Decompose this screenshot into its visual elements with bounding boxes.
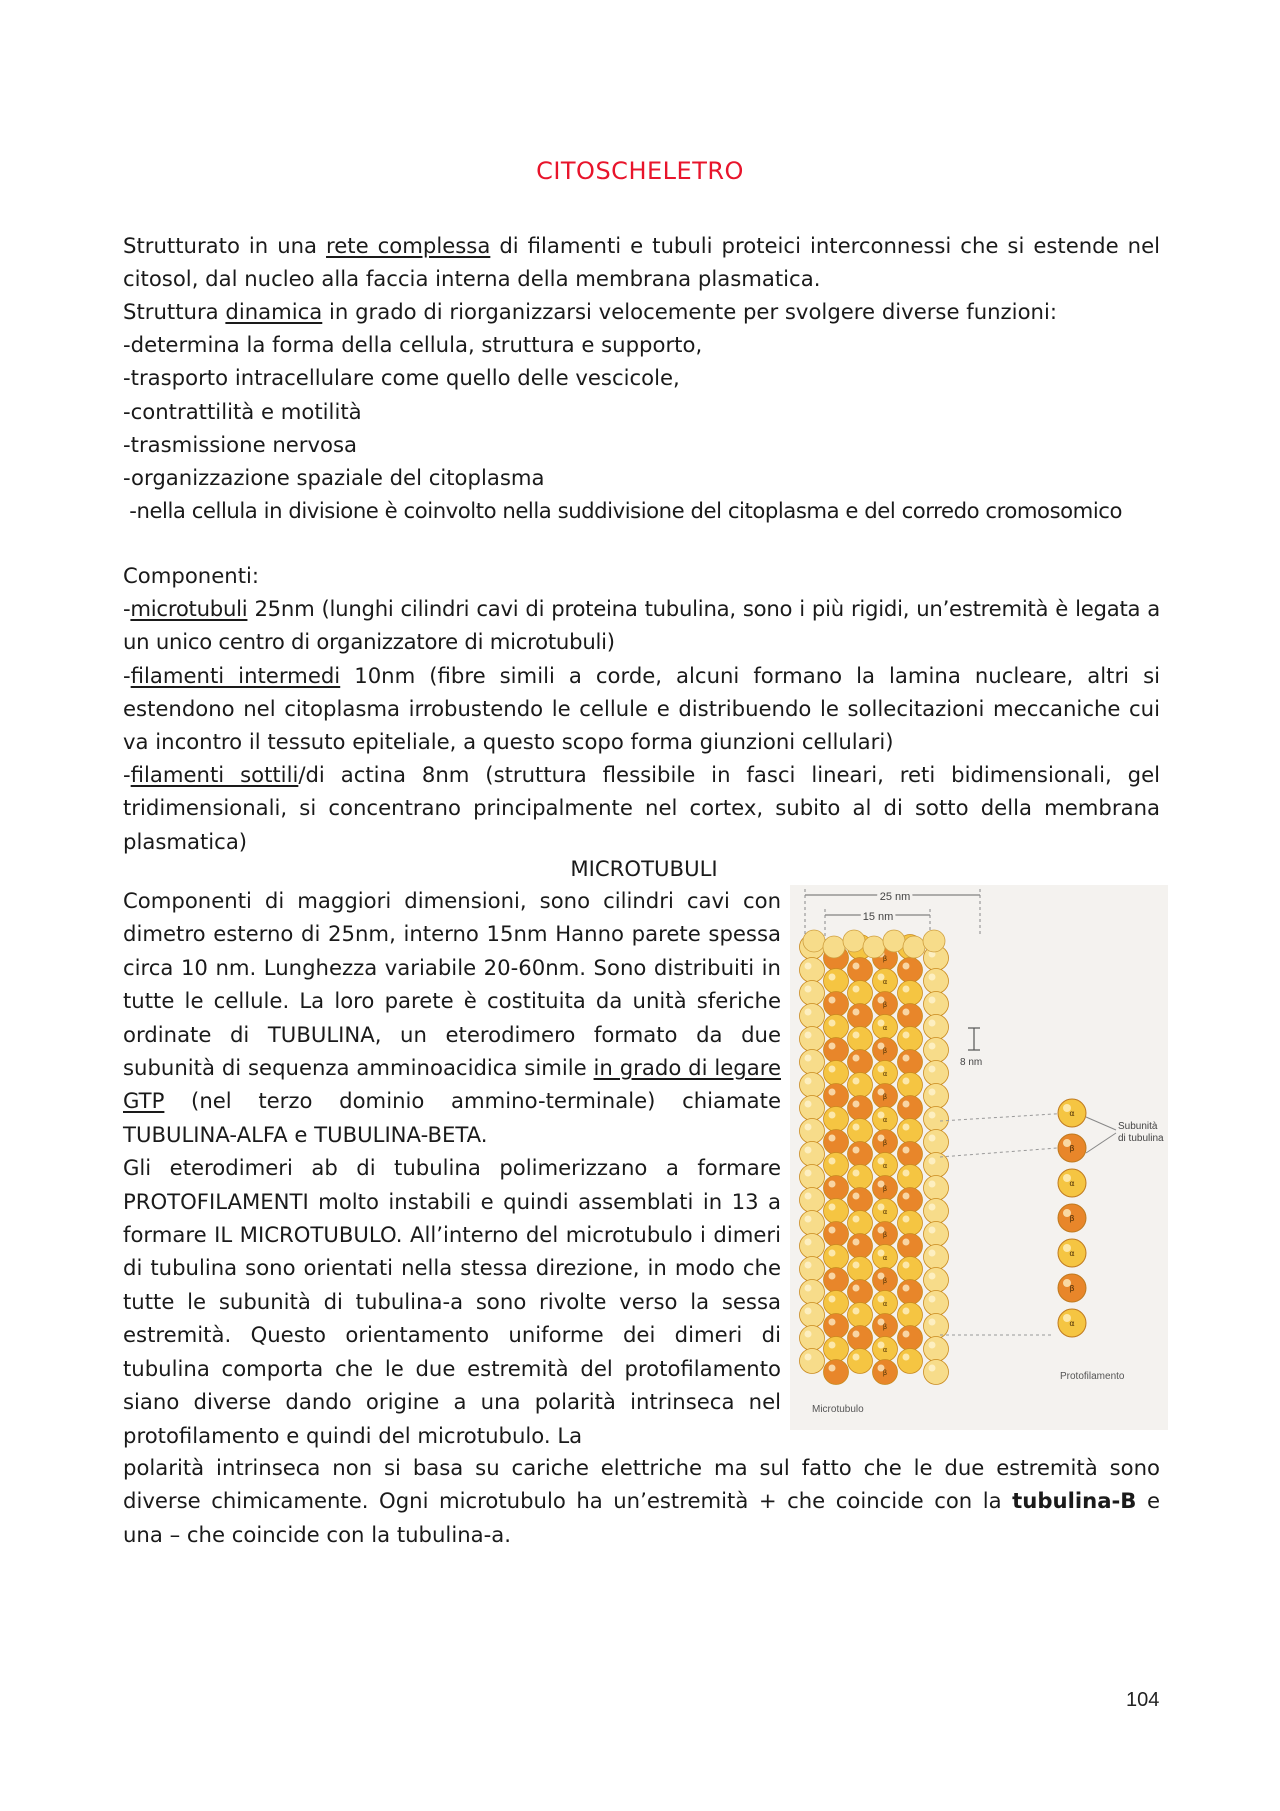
section-heading-microtubuli: MICROTUBULI — [570, 856, 718, 881]
tubulin-subunit — [824, 1176, 849, 1201]
beta-tubulin — [1058, 1204, 1086, 1232]
label-8nm: 8 nm — [960, 1057, 983, 1068]
text-span: - — [123, 762, 131, 788]
tubulin-subunit — [873, 1107, 898, 1132]
tubulin-subunit — [924, 1268, 949, 1293]
tubulin-subunit — [800, 1303, 825, 1328]
tubulin-subunit — [873, 1222, 898, 1247]
tubulin-subunit — [924, 969, 949, 994]
tubulin-subunit — [924, 1245, 949, 1270]
subunit-letter: α — [882, 1162, 888, 1170]
tubulin-subunit — [873, 1061, 898, 1086]
tubulin-subunit — [824, 1084, 849, 1109]
tubulin-subunit — [824, 1061, 849, 1086]
tubulin-subunit — [848, 1349, 873, 1374]
tubulin-subunit — [898, 1326, 923, 1351]
text-span: - — [123, 596, 131, 622]
tubulin-subunit — [800, 1326, 825, 1351]
tubulin-subunit — [898, 1073, 923, 1098]
tubulin-subunit — [824, 1199, 849, 1224]
tubulin-subunit — [848, 1165, 873, 1190]
tubulin-subunit — [848, 1326, 873, 1351]
tubulin-subunit — [800, 1211, 825, 1236]
subunit-letter: α — [1069, 1249, 1075, 1258]
text-span: Strutturato in una — [123, 233, 327, 258]
tubulin-subunit — [824, 969, 849, 994]
subunit-letter: α — [882, 1116, 888, 1124]
tubulin-subunit — [848, 1280, 873, 1305]
underlined-term: in grado di legare GTP — [123, 1055, 781, 1114]
beta-tubulin — [1058, 1134, 1086, 1162]
microtubule-figure — [790, 885, 1168, 1430]
subunit-letter: β — [882, 1277, 888, 1285]
alpha-tubulin — [1058, 1169, 1086, 1197]
tubulin-subunit — [800, 1050, 825, 1075]
text-span: Componenti di maggiori dimensioni, sono cilindri cavi con dimetro esterno di 25nm, interno 15nm Hanno parete spessa circa 10 nm. Lunghezza variabile 20-60nm. Sono distribuiti in tutte le cellule. La loro parete è costituita da unità sferiche ordinate di TUBULINA, un eterodimero formato da due subunità di sequenza amminoacidica simile — [123, 888, 781, 1081]
tubulin-subunit — [924, 992, 949, 1017]
tubulin-subunit — [873, 1360, 898, 1385]
subunit-letter: α — [882, 1300, 888, 1308]
components-heading: Componenti: — [123, 563, 260, 588]
tubulin-subunit — [873, 1314, 898, 1339]
tubulin-subunit — [898, 1142, 923, 1167]
subunit-letter: β — [882, 1231, 888, 1239]
tubulin-subunit — [800, 1188, 825, 1213]
tubulin-subunit — [873, 1268, 898, 1293]
components-section — [123, 559, 1160, 858]
tubulin-subunit — [923, 930, 945, 952]
tubulin-subunit — [873, 1038, 898, 1063]
tubulin-subunit — [848, 1303, 873, 1328]
subunit-letter: α — [882, 1024, 888, 1032]
tubulin-subunit — [873, 1130, 898, 1155]
tubulin-subunit — [903, 936, 925, 958]
tubulin-subunit — [824, 1015, 849, 1040]
underlined-term: filamenti sottili — [130, 762, 299, 788]
subunit-letter: β — [1069, 1144, 1075, 1153]
tubulin-subunit — [848, 1096, 873, 1121]
subunit-letter: β — [882, 1185, 888, 1193]
tubulin-subunit — [898, 1165, 923, 1190]
function-item: -trasmissione nervosa — [123, 431, 358, 457]
label-protofilamento: Protofilamento — [1060, 1371, 1125, 1382]
tubulin-subunit — [898, 1188, 923, 1213]
tubulin-subunit — [800, 1004, 825, 1029]
tubulin-subunit — [800, 981, 825, 1006]
tubulin-subunit — [898, 1280, 923, 1305]
tubulin-subunit — [924, 1337, 949, 1362]
tubulin-subunit — [898, 958, 923, 983]
tubulin-subunit — [848, 1004, 873, 1029]
tubulin-subunit — [824, 1107, 849, 1132]
function-item: -nella cellula in divisione è coinvolto nella suddivisione del citoplasma e del corredo cromosomico — [123, 498, 1123, 524]
tubulin-subunit — [898, 1004, 923, 1029]
tubulin-subunit — [800, 1096, 825, 1121]
subunit-letter: α — [882, 1208, 888, 1216]
microtubuli-paragraph-2: Gli eterodimeri ab di tubulina polimerizzano a formare PROTOFILAMENTI molto instabili e quindi assemblati in 13 a formare IL MICROTUBULO. All’interno del microtubulo i dimeri di tubulina sono orientati nella stessa direzione, in modo che tutte le subunità di tubulina-a sono rivolte verso la sessa estremità. Questo orientamento uniforme dei dimeri di tubulina comporta che le due estremità del protofilamento siano diverse dando origine a una polarità intrinseca nel protofilamento e quindi del microtubulo. La — [123, 1155, 781, 1448]
tubulin-subunit — [800, 1349, 825, 1374]
label-microtubulo: Microtubulo — [812, 1404, 864, 1415]
tubulin-subunit — [800, 1073, 825, 1098]
tubulin-subunit — [800, 1142, 825, 1167]
label-di-tubulina: di tubulina — [1118, 1133, 1164, 1144]
tubulin-subunit — [873, 1153, 898, 1178]
text-span: 25nm (lunghi cilindri cavi di proteina tubulina, sono i più rigidi, un’estremità è legata a un unico centro di organizzatore di microtubuli) — [123, 596, 1160, 655]
subunit-letter: α — [882, 1346, 888, 1354]
tubulin-subunit — [898, 1349, 923, 1374]
text-span: - — [123, 662, 131, 688]
tubulin-subunit — [924, 1084, 949, 1109]
component-filamenti-sottili — [123, 758, 1160, 858]
text-span: 10nm (fibre simili a corde, alcuni formano la lamina nucleare, altri si estendono nel citoplasma irrobustendo le cellule e distribuendo le sollecitazioni meccaniche cui va incontro il tessuto epiteliale, a questo scopo forma giunzioni cellulari) — [123, 662, 1160, 755]
tubulin-subunit — [824, 1245, 849, 1270]
page-number: 104 — [1126, 1689, 1160, 1711]
tubulin-subunit — [823, 936, 845, 958]
tubulin-subunit — [824, 1268, 849, 1293]
tubulin-subunit — [848, 981, 873, 1006]
subunit-letter: α — [1069, 1109, 1075, 1118]
text-span: /di actina 8nm (struttura flessibile in fasci lineari, reti bidimensionali, gel tridimensionali, si concentrano principalmente nel cortex, subito al di sotto della membrana plasmatica) — [123, 762, 1160, 854]
tubulin-subunit — [824, 1291, 849, 1316]
tubulin-subunit — [848, 1234, 873, 1259]
tubulin-subunit — [800, 1280, 825, 1305]
underlined-term: dinamica — [225, 299, 323, 324]
tubulin-subunit — [800, 1027, 825, 1052]
tubulin-subunit — [924, 1291, 949, 1316]
tubulin-subunit — [898, 1234, 923, 1259]
intro-paragraph-1 — [123, 229, 1160, 295]
underlined-term: microtubuli — [130, 596, 248, 622]
tubulin-subunit — [873, 1245, 898, 1270]
tubulin-subunit — [848, 1188, 873, 1213]
tubulin-subunit — [898, 1119, 923, 1144]
tubulin-subunit — [924, 1130, 949, 1155]
tubulin-subunit — [873, 1176, 898, 1201]
tubulin-subunit — [873, 1199, 898, 1224]
tubulin-subunit — [824, 1153, 849, 1178]
subunit-letter: β — [882, 1139, 888, 1147]
text-span: di filamenti e tubuli proteici interconnessi che si estende nel citosol, dal nucleo alla faccia interna della membrana plasmatica. — [123, 233, 1160, 292]
function-item: -determina la forma della cellula, struttura e supporto, — [123, 332, 703, 358]
tubulin-subunit — [883, 930, 905, 952]
tubulin-subunit — [924, 1199, 949, 1224]
tubulin-subunit — [843, 930, 865, 952]
bold-term: tubulina-B — [1012, 1488, 1137, 1514]
tubulin-subunit — [924, 1015, 949, 1040]
subunit-letter: β — [1069, 1284, 1075, 1293]
beta-tubulin — [1058, 1274, 1086, 1302]
tubulin-subunit — [924, 1176, 949, 1201]
subunit-letter: α — [882, 1254, 888, 1262]
tubulin-subunit — [898, 1027, 923, 1052]
component-filamenti-intermedi — [123, 659, 1160, 759]
text-span: e una – che coincide con la tubulina-a. — [123, 1488, 1160, 1547]
tubulin-subunit — [898, 981, 923, 1006]
label-15nm: 15 nm — [862, 911, 894, 923]
function-item: -contrattilità e motilità — [123, 398, 362, 424]
tubulin-subunit — [898, 1257, 923, 1282]
tubulin-subunit — [924, 1360, 949, 1385]
tubulin-subunit — [803, 930, 825, 952]
tubulin-subunit — [924, 1314, 949, 1339]
text-span: polarità intrinseca non si basa su cariche elettriche ma sul fatto che le due estremità sono diverse chimicamente. Ogni microtubulo ha un’estremità + che coincide con la — [123, 1455, 1160, 1514]
label-subunita: Subunità — [1118, 1121, 1158, 1132]
tubulin-subunit — [924, 1107, 949, 1132]
tubulin-subunit — [848, 1050, 873, 1075]
tubulin-subunit — [824, 1038, 849, 1063]
tubulin-subunit — [824, 1337, 849, 1362]
text-span: in grado di riorganizzarsi velocemente per svolgere diverse funzioni: — [322, 299, 1057, 324]
tubulin-subunit — [873, 969, 898, 994]
component-microtubuli — [123, 592, 1160, 658]
tubulin-subunit — [800, 1234, 825, 1259]
tubulin-subunit — [873, 1015, 898, 1040]
subunit-letter: α — [882, 978, 888, 986]
tubulin-subunit — [824, 1314, 849, 1339]
tubulin-subunit — [824, 1360, 849, 1385]
tubulin-subunit — [848, 958, 873, 983]
tubulin-subunit — [873, 992, 898, 1017]
tubulin-subunit — [824, 1130, 849, 1155]
tubulin-subunit — [800, 1119, 825, 1144]
subunit-letter: β — [882, 955, 888, 963]
tubulin-subunit — [863, 936, 885, 958]
function-item: -trasporto intracellulare come quello delle vescicole, — [123, 365, 680, 391]
intro-paragraph-2 — [123, 295, 1160, 328]
alpha-tubulin — [1058, 1309, 1086, 1337]
tubulin-subunit — [800, 1257, 825, 1282]
subunit-letter: β — [1069, 1214, 1075, 1223]
tubulin-subunit — [873, 1084, 898, 1109]
label-25nm: 25 nm — [879, 891, 911, 903]
microtubuli-paragraph-3 — [123, 1451, 1160, 1551]
alpha-tubulin — [1058, 1239, 1086, 1267]
tubulin-subunit — [873, 1337, 898, 1362]
tubulin-subunit — [898, 1303, 923, 1328]
intro-functions — [123, 295, 1160, 527]
subunit-letter: β — [882, 1093, 888, 1101]
tubulin-subunit — [898, 1096, 923, 1121]
subunit-letter: β — [882, 1323, 888, 1331]
tubulin-subunit — [898, 1050, 923, 1075]
alpha-tubulin — [1058, 1099, 1086, 1127]
tubulin-subunit — [898, 1211, 923, 1236]
tubulin-subunit — [924, 1061, 949, 1086]
subunit-letter: α — [1069, 1319, 1075, 1328]
tubulin-subunit — [848, 1257, 873, 1282]
tubulin-subunit — [800, 958, 825, 983]
tubulin-subunit — [924, 1222, 949, 1247]
microtubuli-text-column — [123, 884, 781, 1452]
subunit-letter: β — [882, 1001, 888, 1009]
microtubuli-paragraph-1 — [123, 884, 781, 1151]
underlined-term: filamenti intermedi — [130, 662, 341, 688]
tubulin-subunit — [824, 1222, 849, 1247]
tubulin-subunit — [848, 1142, 873, 1167]
page-title: CITOSCHELETRO — [536, 157, 744, 185]
subunit-letter: β — [882, 1047, 888, 1055]
tubulin-subunit — [824, 992, 849, 1017]
subunit-letter: α — [882, 1070, 888, 1078]
tubulin-subunit — [924, 1038, 949, 1063]
text-span: Struttura — [123, 299, 226, 324]
function-item: -organizzazione spaziale del citoplasma — [123, 465, 545, 491]
tubulin-subunit — [848, 1119, 873, 1144]
underlined-term: rete complessa — [326, 233, 491, 258]
tubulin-subunit — [873, 1291, 898, 1316]
text-span: (nel terzo dominio ammino-terminale) chiamate TUBULINA-ALFA e TUBULINA-BETA. — [123, 1088, 781, 1147]
tubulin-subunit — [848, 1073, 873, 1098]
tubulin-subunit — [848, 1027, 873, 1052]
subunit-letter: α — [1069, 1179, 1075, 1188]
tubulin-subunit — [924, 1153, 949, 1178]
tubulin-subunit — [800, 1165, 825, 1190]
tubulin-subunit — [848, 1211, 873, 1236]
subunit-letter: β — [882, 1369, 888, 1377]
